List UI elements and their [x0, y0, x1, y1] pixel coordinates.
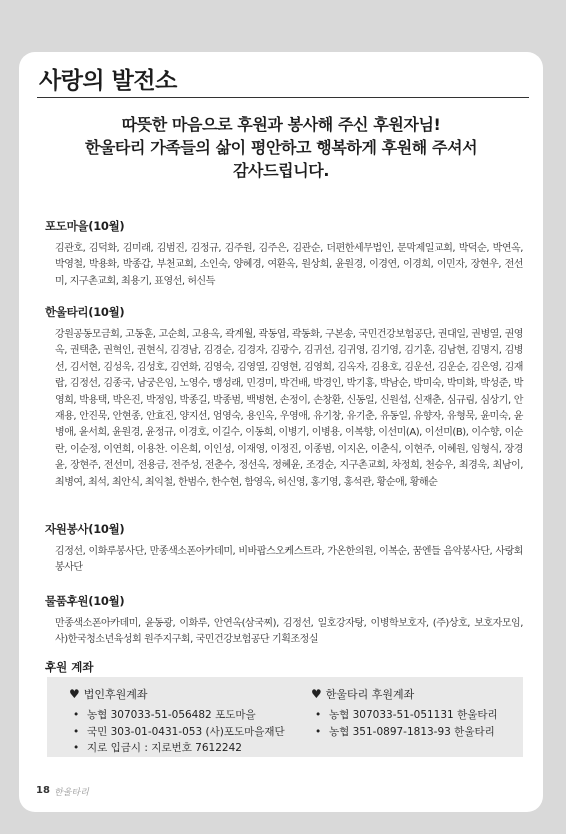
intro-message [19, 113, 543, 182]
section-title: 물품후원(10월) [45, 594, 125, 608]
section-title: 자원봉사(10월) [45, 522, 125, 536]
intro-line-2: 한울타리 가족들의 삶이 평안하고 행복하게 후원해 주셔서 [84, 138, 478, 157]
section-podomaeul [45, 218, 523, 290]
intro-line-1: 따뜻한 마음으로 후원과 봉사해 주신 후원자님! [121, 115, 441, 134]
account-text: 국민 303-01-0431-053 (사)포도마을재단 [87, 725, 285, 738]
section-hanultari [45, 304, 523, 491]
donor-list: 김관호, 김덕화, 김미래, 김범진, 김정규, 김주원, 김주은, 김관순, 더편한세무법인, 문막제일교회, 박덕순, 박연옥, 박영철, 박용화, 박종갑, 부천교회, 소인숙, 양혜경, 여환옥, 원상희, 윤원경, 이경연, 이경희, 이민자, 장현우, 전선미, 지구촌교회, 최용기, 표영선, 허신득 [55, 243, 523, 287]
heart-icon: ♥ [311, 687, 322, 701]
heart-icon: ♥ [69, 687, 80, 701]
section-goods [45, 593, 523, 649]
accounts-box [47, 677, 523, 757]
bullet-icon: • [73, 725, 80, 738]
page-number: 18 [36, 785, 50, 796]
account-heading-label: 한울타리 후원계좌 [325, 688, 415, 701]
page [19, 52, 543, 812]
section-title: 포도마을(10월) [45, 219, 125, 233]
account-heading [69, 686, 285, 702]
account-item [315, 707, 498, 724]
account-heading-label: 법인후원계좌 [83, 688, 148, 701]
bullet-icon: • [73, 709, 80, 721]
donor-list: 김정선, 이화루봉사단, 만종색소폰아카데미, 비바팝스오케스트라, 가온한의원, 이복순, 꿈엔들 음악봉사단, 사랑회봉사단 [55, 546, 523, 574]
account-list [69, 707, 285, 757]
logo: 한울타리 [54, 788, 89, 798]
bullet-icon: • [315, 709, 322, 721]
account-text: 농협 307033-51-051131 한울타리 [329, 709, 498, 721]
account-heading [311, 686, 498, 702]
hanultari-account-column [311, 686, 498, 740]
account-text: 지로 입금시 : 지로번호 7612242 [87, 742, 242, 754]
intro-line-3: 감사드립니다. [232, 161, 329, 180]
account-item [73, 724, 285, 741]
accounts-title: 후원 계좌 [45, 660, 94, 674]
bullet-icon: • [73, 742, 80, 754]
account-item [315, 724, 498, 741]
donor-list: 만종색소폰아카데미, 윤동광, 이화루, 안연옥(삼국찌), 김정선, 일호강자탕, 이병학보호자, (주)상호, 보호자모임, 사)한국청소년육성회 원주지구회, 국민건강보험공단 기획조정실 [55, 618, 523, 646]
account-text: 농협 351-0897-1813-93 한울타리 [329, 725, 495, 738]
bullet-icon: • [315, 725, 322, 738]
corporate-account-column [69, 686, 285, 757]
donor-list: 강원공동모금회, 고동훈, 고순희, 고용옥, 곽계월, 곽동엽, 곽동화, 구본송, 국민건강보험공단, 권대일, 권병열, 권영옥, 권택춘, 권혁인, 권현식, 김경남, 김경순, 김경자, 김광수, 김귀선, 김귀영, 김기영, 김기훈, 김남현, 김명지, 김병선, 김서현, 김성욱, 김성호, 김연화, 김영숙, 김영열, 김영현, 김영희, 김옥자, 김용호, 김운선, 김운순, 김은영, 김재랍, 김정선, 김종국, 남궁은임, 노영수, 맹성래, 민경미, 박건배, 박경인, 박기홍, 박남순, 박미숙, 박미화, 박성준, 박영희, 박용택, 박은진, 박정임, 박종길, 박종범, 백병현, 손정이, 손창환, 신동일, 신원섭, 신재춘, 심규림, 심상기, 안재용, 안진묵, 안현종, 안효진, 양지선, 엄영숙, 용인옥, 우영애, 유기창, 유기춘, 유동일, 유향자, 유형묵, 윤미숙, 윤병애, 윤서희, 윤원경, 윤정규, 이경호, 이길수, 이동희, 이병기, 이병용, 이복향, 이선미(A), 이선미(B), 이수향, 이순란, 이순정, 이연희, 이용찬. 이은희, 이인성, 이재영, 이정진, 이종범, 이지온, 이춘식, 이현주, 이혜원, 임형식, 장경윤, 장현주, 전선미, 전용금, 전주성, 전춘수, 정선옥, 정혜윤, 조경순, 지구촌교회, 차정희, 천승우, 최경욱, 최남이, 최병여, 최석, 최안식, 최익철, 한범수, 한수현, 함영옥, 허신영, 홍기영, 홍석관, 황순애, 황해순 [55, 329, 523, 488]
page-title: 사랑의 발전소 [39, 68, 177, 94]
section-title: 한울타리(10월) [45, 305, 125, 319]
account-text: 농협 307033-51-056482 포도마을 [87, 709, 256, 721]
account-list [311, 707, 498, 740]
account-item [73, 740, 285, 757]
section-volunteer [45, 521, 523, 577]
account-item [73, 707, 285, 724]
title-divider [37, 97, 529, 98]
